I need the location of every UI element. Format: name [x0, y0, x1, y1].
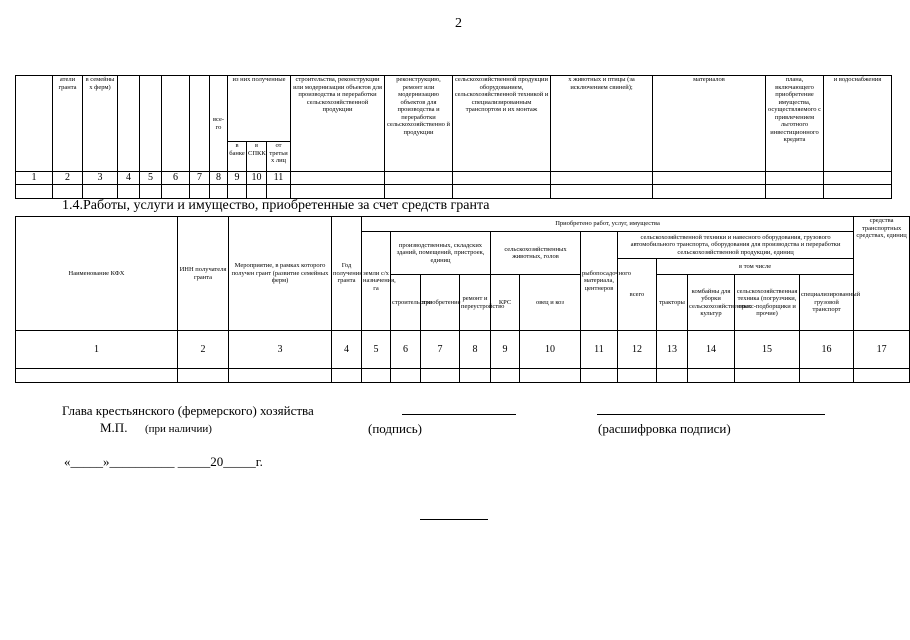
top-num-11: 11 — [267, 172, 291, 185]
num-8: 8 — [460, 331, 491, 369]
top-num-7: 7 — [190, 172, 210, 185]
top-num-5: 5 — [140, 172, 162, 185]
top-c9-head: из них полученные — [228, 76, 291, 142]
top-c4 — [118, 76, 140, 172]
top-c6 — [162, 76, 190, 172]
top-num-1: 1 — [16, 172, 53, 185]
top-c18: и водоснабжения — [824, 76, 892, 172]
mp-note: (при наличии) — [145, 423, 212, 435]
num-2: 2 — [178, 331, 229, 369]
num-3: 3 — [229, 331, 332, 369]
section-title: 1.4.Работы, услуги и имущество, приобретенные за счет средств гранта — [62, 198, 490, 213]
col-sheep: овец и коз — [520, 275, 581, 331]
col-activity: Мероприятие, в рамках которого получен грант (развитие семейных ферм) — [229, 217, 332, 331]
sign-label: (подпись) — [368, 421, 422, 436]
top-num-14 — [453, 172, 551, 185]
top-c13: реконструкцию, ремонт или модернизацию объектов для производства и переработки сельскохозяйственно й продукции — [385, 76, 453, 172]
num-7: 7 — [421, 331, 460, 369]
num-15: 15 — [735, 331, 800, 369]
col-combines: комбайны для уборки сельскохозяйственных культур — [688, 275, 735, 331]
group-purchased: Приобретено работ, услуг, имущества — [362, 217, 854, 232]
top-num-8: 8 — [210, 172, 228, 185]
num-12: 12 — [618, 331, 657, 369]
num-17: 17 — [854, 331, 910, 369]
top-c9b: в СПКК — [247, 142, 267, 172]
top-c1 — [16, 76, 53, 172]
top-c17: плана, включающего приобретение имущества, осуществляемого с привлечением льготного инвестиционного кредита — [766, 76, 824, 172]
num-6: 6 — [391, 331, 421, 369]
num-14: 14 — [688, 331, 735, 369]
top-num-17 — [766, 172, 824, 185]
num-9: 9 — [491, 331, 520, 369]
top-num-13 — [385, 172, 453, 185]
col-krs: КРС — [491, 275, 520, 331]
num-13: 13 — [657, 331, 688, 369]
top-c9a: в банке — [228, 142, 247, 172]
group-buildings: производственных, складских зданий, помещений, пристроек, единиц — [391, 232, 491, 275]
top-num-9: 9 — [228, 172, 247, 185]
top-c7 — [190, 76, 210, 172]
top-num-18 — [824, 172, 892, 185]
top-num-16 — [653, 172, 766, 185]
decode-line — [597, 414, 825, 415]
col-incl: в том числе — [657, 259, 854, 275]
num-16: 16 — [800, 331, 854, 369]
top-c16: материалов — [653, 76, 766, 172]
col-tractors: тракторы — [657, 275, 688, 331]
top-c8: все- го — [210, 76, 228, 172]
top-num-12 — [291, 172, 385, 185]
signature-line — [402, 414, 516, 415]
top-num-10: 10 — [247, 172, 267, 185]
col-land: земли с/х назначения, га — [362, 232, 391, 331]
top-num-3: 3 — [83, 172, 118, 185]
col-repair: ремонт и переустройство — [460, 275, 491, 331]
mp-label: М.П. — [100, 420, 128, 435]
date-line: «_____»__________ _____20_____г. — [64, 454, 263, 469]
top-c9c: от третьи х лиц — [267, 142, 291, 172]
group-animals: сельскохозяйственных животных, голов — [491, 232, 581, 275]
top-blank — [16, 185, 53, 199]
top-num-2: 2 — [53, 172, 83, 185]
num-11: 11 — [581, 331, 618, 369]
top-table — [15, 75, 892, 199]
head-label: Глава крестьянского (фермерского) хозяйства — [62, 403, 314, 418]
main-table — [15, 216, 910, 383]
col-total: всего — [618, 259, 657, 331]
col-inn: ИНН получателя гранта — [178, 217, 229, 331]
col-buy: приобретение — [421, 275, 460, 331]
col-other-tech: сельскохозяйственная техника (погрузчики, пресс-подборщики и прочие) — [735, 275, 800, 331]
num-4: 4 — [332, 331, 362, 369]
col-planting: рыбопосадочного материала, центнеров — [581, 232, 618, 331]
col-transport: средства транспортных средствах, единиц — [854, 217, 910, 331]
decode-label: (расшифровка подписи) — [598, 421, 731, 436]
col-trucks: специализированный грузовой транспорт — [800, 275, 854, 331]
top-c2: атели гранта — [53, 76, 83, 172]
top-c5 — [140, 76, 162, 172]
top-c12: строительства, реконструкции или модернизации объектов для производства и переработки сельскохозяйственной продукции — [291, 76, 385, 172]
col-year: Год получения гранта — [332, 217, 362, 331]
top-num-4: 4 — [118, 172, 140, 185]
top-c15: х животных и птицы (за исключением свиней); — [551, 76, 653, 172]
page-number: 2 — [455, 16, 462, 31]
num-5: 5 — [362, 331, 391, 369]
top-c14: сельскохозяйственной продукции оборудованием, сельскохозяйственной техникой и специализированным транспортом и их монтаж — [453, 76, 551, 172]
blank-row — [16, 369, 178, 383]
top-c3: в семейны х ферм) — [83, 76, 118, 172]
col-build: строительство — [391, 275, 421, 331]
col-kfh: Наименование КФХ — [16, 217, 178, 331]
top-num-15 — [551, 172, 653, 185]
footer-separator — [420, 519, 488, 520]
num-10: 10 — [520, 331, 581, 369]
num-1: 1 — [16, 331, 178, 369]
group-machinery: сельскохозяйственной техники и навесного оборудования, грузового автомобильного транспорта, оборудования для производства и переработки сельскохозяйственной продукции, единиц — [618, 232, 854, 259]
top-num-6: 6 — [162, 172, 190, 185]
